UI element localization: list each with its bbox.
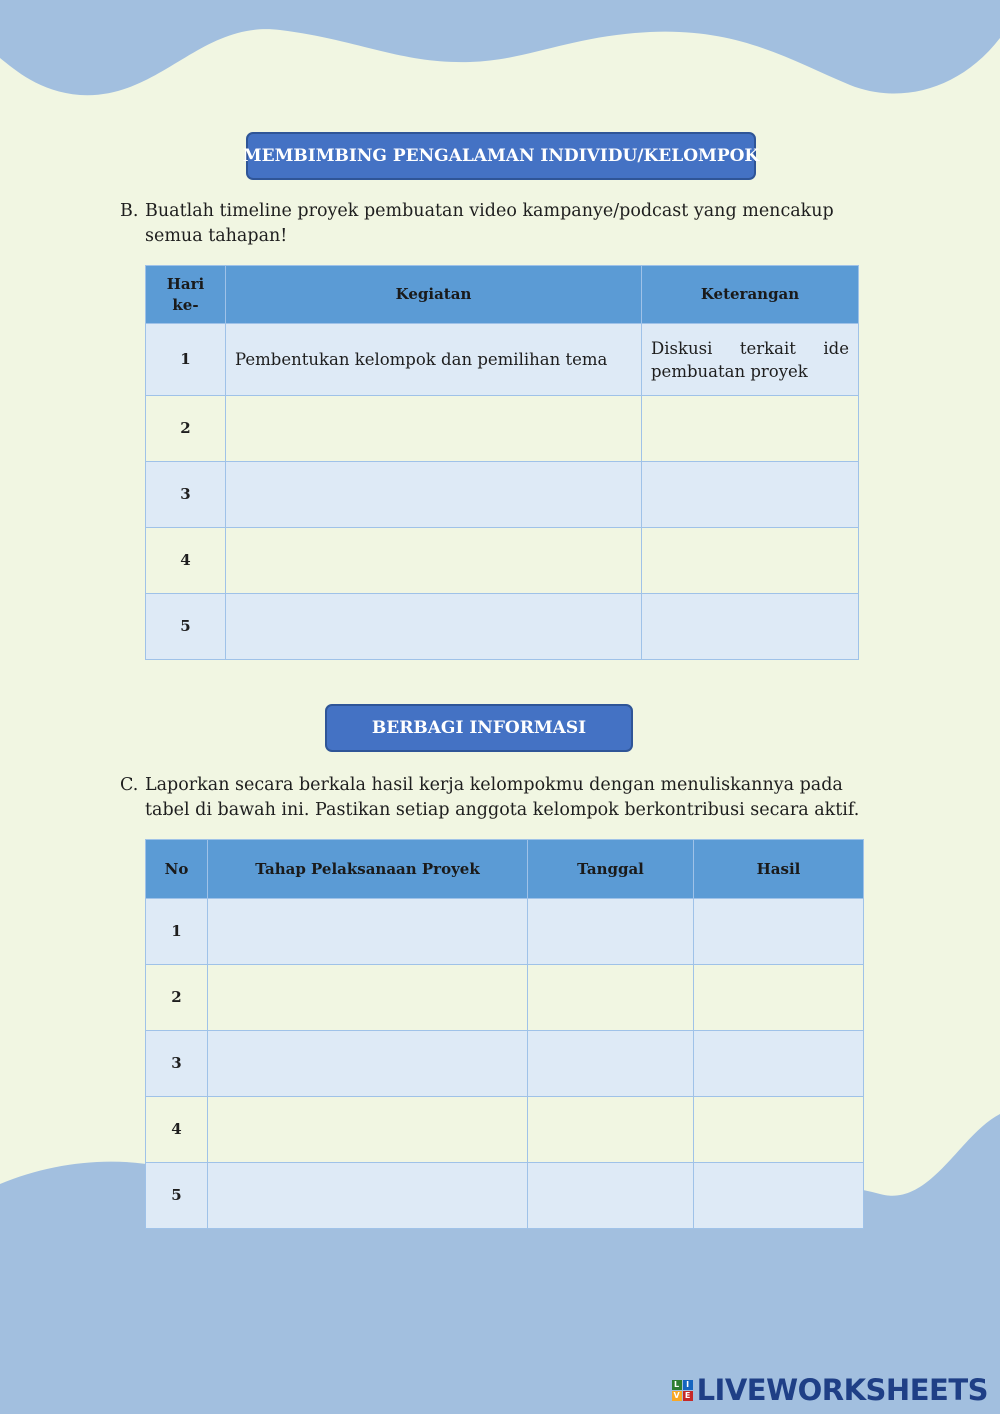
instruction-b [120,199,890,249]
table-row [146,528,859,594]
stage-cell[interactable] [208,1163,528,1229]
table-row [146,1097,864,1163]
day-cell: 3 [146,462,226,528]
section-b-banner-label: MEMBIMBING PENGALAMAN INDIVIDU/KELOMPOK [242,146,760,166]
table-row [146,1031,864,1097]
stage-cell[interactable] [208,1097,528,1163]
header-date: Tanggal [528,840,694,899]
table-row [146,396,859,462]
date-cell[interactable] [528,1097,694,1163]
stage-cell[interactable] [208,1031,528,1097]
note-cell[interactable] [642,528,859,594]
liveworksheets-wordmark: LIVEWORKSHEETS [696,1373,988,1407]
date-cell[interactable] [528,899,694,965]
no-cell: 5 [146,1163,208,1229]
day-cell: 5 [146,594,226,660]
table-row [146,1163,864,1229]
header-activity: Kegiatan [226,266,642,324]
instruction-b-text: Buatlah timeline proyek pembuatan video kampanye/podcast yang mencakup semua tahapan! [145,201,834,246]
section-b-banner [242,132,760,180]
result-cell[interactable] [694,1163,864,1229]
stage-cell[interactable] [208,965,528,1031]
result-cell[interactable] [694,965,864,1031]
liveworksheets-logo-icon [672,1380,693,1401]
date-cell[interactable] [528,965,694,1031]
instruction-c-text: Laporkan secara berkala hasil kerja kelompokmu dengan menuliskannya pada tabel di bawah ini. Pastikan setiap anggota kelompok berkontribusi secara aktif. [145,775,860,820]
day-cell: 1 [146,324,226,396]
no-cell: 1 [146,899,208,965]
section-c-banner [325,704,633,752]
result-cell[interactable] [694,1031,864,1097]
day-cell: 2 [146,396,226,462]
activity-cell[interactable] [226,594,642,660]
instruction-c [120,773,890,823]
activity-cell[interactable] [226,396,642,462]
report-header-row [146,840,864,899]
timeline-header-row [146,266,859,324]
logo-letter-v: V [673,1390,680,1400]
table-row [146,594,859,660]
logo-letter-i: I [683,1380,693,1390]
header-no: No [146,840,208,899]
no-cell: 4 [146,1097,208,1163]
note-cell[interactable] [642,396,859,462]
activity-cell[interactable] [226,528,642,594]
report-table [145,839,864,1229]
header-stage: Tahap Pelaksanaan Proyek [208,840,528,899]
note-cell[interactable] [642,594,859,660]
note-cell[interactable] [642,462,859,528]
table-row [146,324,859,396]
table-row [146,965,864,1031]
timeline-table [145,265,859,660]
header-result: Hasil [694,840,864,899]
no-cell: 2 [146,965,208,1031]
header-day: Hari ke- [146,266,226,324]
logo-letter-l: L [672,1380,682,1390]
logo-letter-e: E [683,1391,693,1401]
activity-cell[interactable] [226,462,642,528]
table-row [146,462,859,528]
result-cell[interactable] [694,1097,864,1163]
note-cell[interactable]: Diskusi terkait ide pembuatan proyek [642,324,859,396]
stage-cell[interactable] [208,899,528,965]
day-cell: 4 [146,528,226,594]
section-c-banner-label: BERBAGI INFORMASI [371,718,587,738]
top-wave-decoration [0,0,1000,110]
date-cell[interactable] [528,1163,694,1229]
header-note: Keterangan [642,266,859,324]
result-cell[interactable] [694,899,864,965]
date-cell[interactable] [528,1031,694,1097]
no-cell: 3 [146,1031,208,1097]
activity-cell[interactable]: Pembentukan kelompok dan pemilihan tema [226,324,642,396]
liveworksheets-brand[interactable] [672,1372,988,1408]
instruction-b-letter: B. [120,201,139,221]
instruction-c-letter: C. [120,775,139,795]
table-row [146,899,864,965]
